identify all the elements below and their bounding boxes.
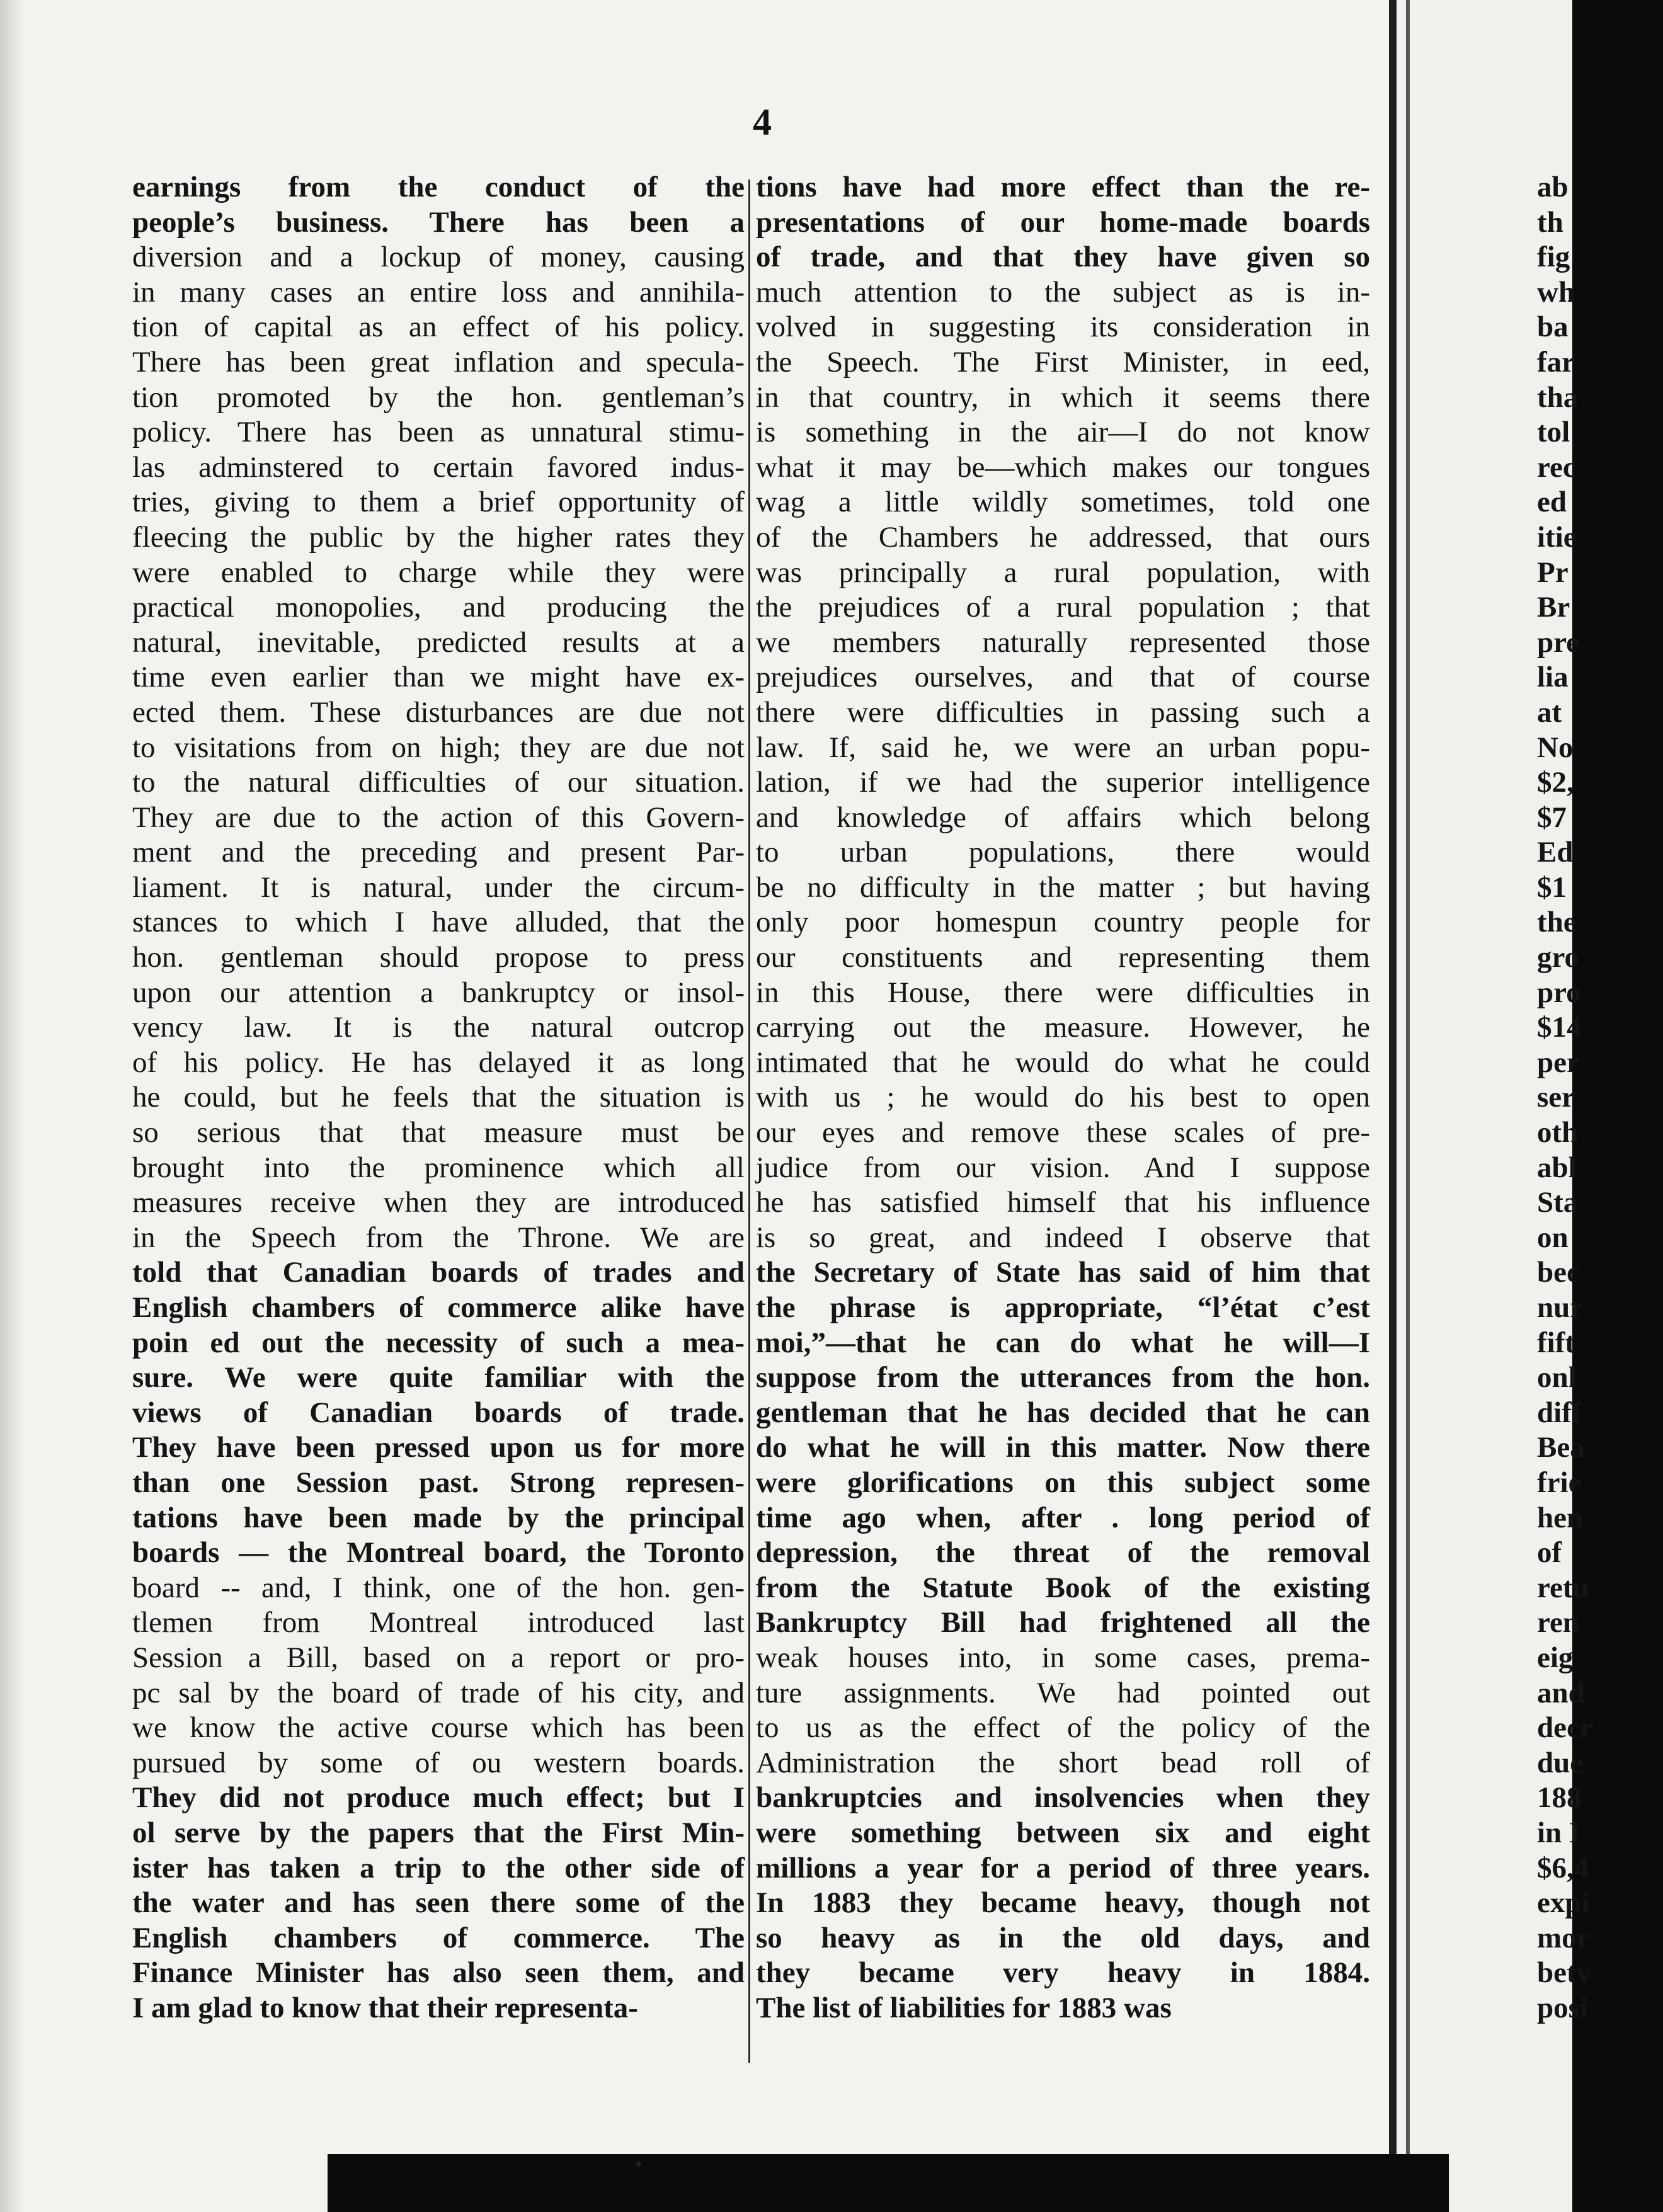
text-line: liament. It is natural, under the circum- — [132, 870, 745, 904]
text-line-fragment: lia — [1537, 661, 1569, 694]
text-line: from the Statute Book of the existing — [756, 1571, 1370, 1604]
text-line-fragment: pro — [1537, 976, 1581, 1009]
book-gutter-edge — [1406, 0, 1410, 2212]
text-line: the prejudices of a rural population ; that — [756, 591, 1370, 624]
text-line: pursued by some of ou western boards. — [132, 1746, 745, 1779]
text-line-fragment: diff — [1537, 1396, 1582, 1429]
scan-speck — [636, 2162, 641, 2167]
text-line-fragment: th — [1537, 205, 1563, 239]
text-line-fragment: far — [1537, 345, 1575, 379]
text-line: pc sal by the board of trade of his city, and — [132, 1676, 745, 1709]
text-line: tations have been made by the principal — [132, 1501, 745, 1534]
text-line-fragment: ab — [1537, 171, 1569, 203]
text-line-fragment: $7 — [1537, 801, 1567, 834]
text-line-fragment: ba — [1537, 311, 1569, 344]
text-line: Session a Bill, based on a report or pro- — [132, 1641, 745, 1674]
text-line: ol serve by the papers that the First Min- — [132, 1816, 745, 1849]
text-line: to urban populations, there would — [756, 836, 1370, 869]
scan-bottom-border — [328, 2154, 1449, 2212]
text-line: there were difficulties in passing such a — [756, 695, 1370, 729]
text-line: moi,”—that he can do what he will—I — [756, 1326, 1370, 1359]
text-line: brought into the prominence which all — [132, 1151, 745, 1184]
text-line-fragment: eig — [1537, 1641, 1574, 1674]
text-line-fragment: pre — [1537, 625, 1580, 659]
text-line-fragment: $1 — [1537, 870, 1567, 904]
text-line: tries, giving to them a brief opportunity of — [132, 486, 745, 519]
text-line: prejudices ourselves, and that of course — [756, 661, 1370, 694]
text-line: tions have had more effect than the re- — [756, 171, 1370, 203]
text-line-fragment: fig — [1537, 241, 1570, 274]
text-line-fragment: per — [1537, 1046, 1580, 1079]
text-line: diversion and a lockup of money, causing — [132, 241, 745, 274]
text-line: time ago when, after . long period of — [756, 1501, 1370, 1534]
page-number: 4 — [753, 101, 772, 143]
text-line: poin ed out the necessity of such a mea- — [132, 1326, 745, 1359]
text-line-fragment: ren — [1537, 1606, 1580, 1639]
text-line: wag a little wildly sometimes, told one — [756, 486, 1370, 519]
text-line: lation, if we had the superior intelligence — [756, 766, 1370, 799]
right-text-column-fragment — [1537, 170, 1663, 2026]
text-line: do what he will in this matter. Now there — [756, 1431, 1370, 1464]
text-line-fragment: of — [1537, 1536, 1562, 1570]
text-line-fragment: betv — [1537, 1956, 1592, 1990]
text-line-fragment: hen — [1537, 1501, 1584, 1534]
text-line-fragment: in I — [1537, 1816, 1581, 1849]
text-line: be no difficulty in the matter ; but having — [756, 870, 1370, 904]
text-line: is so great, and indeed I observe that — [756, 1221, 1370, 1254]
text-line: vency law. It is the natural outcrop — [132, 1011, 745, 1044]
text-line: judice from our vision. And I suppose — [756, 1151, 1370, 1184]
text-line: presentations of our home-made boards — [756, 205, 1370, 239]
text-line: so serious that that measure must be — [132, 1116, 745, 1149]
text-line: the phrase is appropriate, “l’état c’est — [756, 1291, 1370, 1324]
text-line: ister has taken a trip to the other side of — [132, 1851, 745, 1884]
text-line-fragment: retu — [1537, 1571, 1589, 1604]
text-line: practical monopolies, and producing the — [132, 591, 745, 624]
text-line: intimated that he would do what he could — [756, 1046, 1370, 1079]
text-line-fragment: fift — [1537, 1326, 1575, 1359]
text-line: board -- and, I think, one of the hon. gen- — [132, 1571, 745, 1604]
text-line-fragment: itie — [1537, 520, 1577, 554]
text-line: so heavy as in the old days, and — [756, 1921, 1370, 1954]
text-line: time even earlier than we might have ex- — [132, 661, 745, 694]
text-line: ture assignments. We had pointed out — [756, 1676, 1370, 1709]
text-line: what it may be—which makes our tongues — [756, 450, 1370, 484]
text-line: was principally a rural population, with — [756, 556, 1370, 589]
text-line: carrying out the measure. However, he — [756, 1011, 1370, 1044]
text-line-fragment: the — [1537, 906, 1577, 939]
text-line: only poor homespun country people for — [756, 906, 1370, 939]
text-line: natural, inevitable, predicted results at a — [132, 625, 745, 659]
text-line: stances to which I have alluded, that the — [132, 906, 745, 939]
text-line: in this House, there were difficulties in — [756, 976, 1370, 1009]
text-line: our eyes and remove these scales of pre- — [756, 1116, 1370, 1149]
text-line: to us as the effect of the policy of the — [756, 1711, 1370, 1745]
text-line: of the Chambers he addressed, that ours — [756, 520, 1370, 554]
text-line: to visitations from on high; they are due not — [132, 731, 745, 764]
text-line: in that country, in which it seems there — [756, 380, 1370, 414]
text-line-fragment: bec — [1537, 1256, 1580, 1289]
text-line: the Secretary of State has said of him that — [756, 1256, 1370, 1289]
text-line: he has satisfied himself that his influence — [756, 1186, 1370, 1219]
text-line-fragment: gro — [1537, 941, 1580, 974]
text-line: They have been pressed upon us for more — [132, 1431, 745, 1464]
text-line: There has been great inflation and specula- — [132, 345, 745, 379]
text-line-fragment: onl — [1537, 1361, 1577, 1394]
text-line-fragment: nur — [1537, 1291, 1584, 1324]
text-line: English chambers of commerce. The — [132, 1921, 745, 1954]
text-line-fragment: oth — [1537, 1116, 1579, 1149]
text-line: policy. There has been as unnatural stimu- — [132, 416, 745, 449]
text-line: is something in the air—I do not know — [756, 416, 1370, 449]
text-line: English chambers of commerce alike have — [132, 1291, 745, 1324]
text-line: las adminstered to certain favored indus- — [132, 450, 745, 484]
text-line: The list of liabilities for 1883 was — [756, 1991, 1172, 2024]
text-line: sure. We were quite familiar with the — [132, 1361, 745, 1394]
text-line: boards — the Montreal board, the Toronto — [132, 1536, 745, 1570]
text-line: Finance Minister has also seen them, and — [132, 1956, 745, 1990]
text-line: we members naturally represented those — [756, 625, 1370, 659]
text-line: gentleman that he has decided that he can — [756, 1396, 1370, 1429]
text-line: They did not produce much effect; but I — [132, 1781, 745, 1815]
text-line-fragment: $2, — [1537, 766, 1574, 799]
text-line: we know the active course which has been — [132, 1711, 745, 1745]
page-edge-shadow — [0, 0, 25, 2212]
text-line: weak houses into, in some cases, prema- — [756, 1641, 1370, 1674]
text-line: millions a year for a period of three years. — [756, 1851, 1370, 1884]
text-line-fragment: posi — [1537, 1991, 1588, 2024]
text-line-fragment: on — [1537, 1221, 1569, 1254]
text-line-fragment: frie — [1537, 1466, 1582, 1499]
text-line: in the Speech from the Throne. We are — [132, 1221, 745, 1254]
text-line: tion of capital as an effect of his policy. — [132, 311, 745, 344]
text-line: of trade, and that they have given so — [756, 241, 1370, 274]
text-line-fragment: Ed — [1537, 836, 1574, 869]
text-line: depression, the threat of the removal — [756, 1536, 1370, 1570]
text-line: told that Canadian boards of trades and — [132, 1256, 745, 1289]
text-line: ment and the preceding and present Par- — [132, 836, 745, 869]
text-line: law. If, said he, we were an urban popu- — [756, 731, 1370, 764]
text-line-fragment: at — [1537, 695, 1562, 729]
text-line: they became very heavy in 1884. — [756, 1956, 1370, 1990]
text-line: tlemen from Montreal introduced last — [132, 1606, 745, 1639]
text-line: In 1883 they became heavy, though not — [756, 1886, 1370, 1920]
text-line: of his policy. He has delayed it as long — [132, 1046, 745, 1079]
text-line-fragment: $6,4 — [1537, 1851, 1589, 1884]
text-line-fragment: ed — [1537, 486, 1567, 519]
text-line-fragment: Br — [1537, 591, 1570, 624]
text-line: measures receive when they are introduced — [132, 1186, 745, 1219]
text-line-fragment: ser — [1537, 1081, 1575, 1114]
text-line-fragment: No — [1537, 731, 1574, 764]
text-line: were glorifications on this subject some — [756, 1466, 1370, 1499]
text-line: Bankruptcy Bill had frightened all the — [756, 1606, 1370, 1639]
text-line: hon. gentleman should propose to press — [132, 941, 745, 974]
text-line-fragment: Sta — [1537, 1186, 1579, 1219]
text-line-fragment: and — [1537, 1676, 1585, 1709]
text-line: Administration the short bead roll of — [756, 1746, 1370, 1779]
text-line-fragment: due — [1537, 1746, 1584, 1779]
text-line: than one Session past. Strong represen- — [132, 1466, 745, 1499]
text-line-fragment: expi — [1537, 1886, 1590, 1920]
text-line: the Speech. The First Minister, in eed, — [756, 345, 1370, 379]
text-line: upon our attention a bankruptcy or insol- — [132, 976, 745, 1009]
left-text-column — [132, 170, 745, 2026]
text-line: ected them. These disturbances are due not — [132, 695, 745, 729]
text-line-fragment: Pr — [1537, 556, 1569, 589]
text-line: were enabled to charge while they were — [132, 556, 745, 589]
text-line-fragment: tha — [1537, 380, 1579, 414]
text-line: bankruptcies and insolvencies when they — [756, 1781, 1370, 1815]
text-line: were something between six and eight — [756, 1816, 1370, 1849]
text-line: he could, but he feels that the situation is — [132, 1081, 745, 1114]
text-line: suppose from the utterances from the hon. — [756, 1361, 1370, 1394]
text-line-fragment: decr — [1537, 1711, 1593, 1745]
text-line: in many cases an entire loss and annihila- — [132, 275, 745, 309]
text-line: with us ; he would do his best to open — [756, 1081, 1370, 1114]
text-line: views of Canadian boards of trade. — [132, 1396, 745, 1429]
text-line: to the natural difficulties of our situation. — [132, 766, 745, 799]
column-divider — [748, 180, 750, 2063]
text-line: fleecing the public by the higher rates they — [132, 520, 745, 554]
text-line: and knowledge of affairs which belong — [756, 801, 1370, 834]
text-line: earnings from the conduct of the — [132, 171, 745, 203]
text-line: tion promoted by the hon. gentleman’s — [132, 380, 745, 414]
text-line: I am glad to know that their representa- — [132, 1991, 638, 2024]
text-line: the water and has seen there some of the — [132, 1886, 745, 1920]
text-line: our constituents and representing them — [756, 941, 1370, 974]
text-line-fragment: abl — [1537, 1151, 1577, 1184]
text-line: people’s business. There has been a — [132, 205, 745, 239]
text-line: much attention to the subject as is in- — [756, 275, 1370, 309]
text-line-fragment: Bea — [1537, 1431, 1585, 1464]
text-line-fragment: mor — [1537, 1921, 1590, 1954]
text-line-fragment: tol — [1537, 416, 1570, 449]
text-line: They are due to the action of this Govern- — [132, 801, 745, 834]
text-line-fragment: 188 — [1537, 1781, 1582, 1815]
middle-text-column — [756, 170, 1370, 2026]
text-line: volved in suggesting its consideration in — [756, 311, 1370, 344]
text-line-fragment: wh — [1537, 275, 1575, 309]
text-line-fragment: rec — [1537, 450, 1576, 484]
book-gutter-fold — [1389, 0, 1397, 2212]
text-line-fragment: $14 — [1537, 1011, 1582, 1044]
